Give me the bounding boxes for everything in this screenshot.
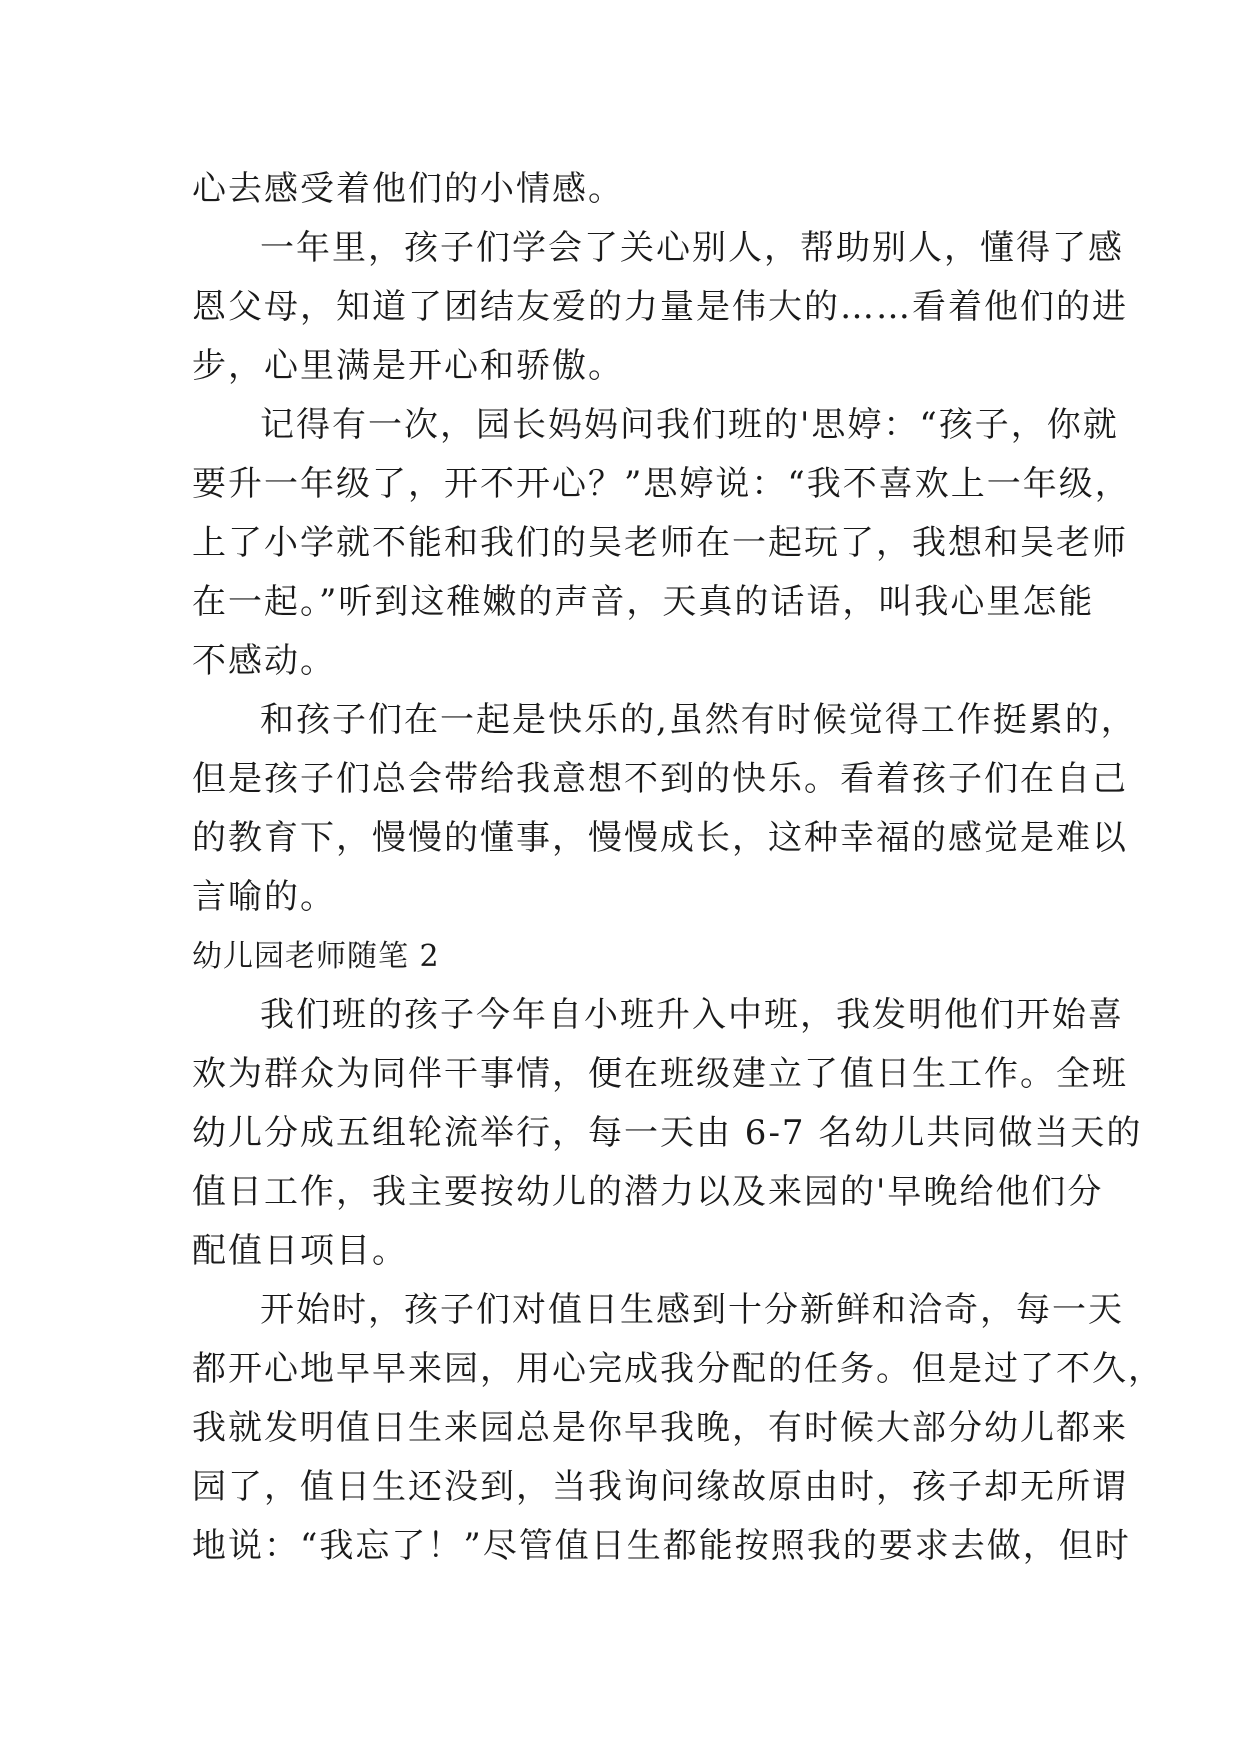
text-line: 欢为群众为同伴干事情，便在班级建立了值日生工作。全班 [192, 1054, 1128, 1094]
text-line: 不感动。 [192, 641, 336, 681]
text-line: 恩父母，知道了团结友爱的力量是伟大的……看着他们的进 [192, 287, 1128, 327]
text-line: 值日工作，我主要按幼儿的潜力以及来园的'早晚给他们分 [192, 1172, 1104, 1212]
paragraph [192, 219, 1128, 396]
paragraph [192, 986, 1143, 1281]
text-line: 言喻的。 [192, 877, 336, 917]
text-line: 记得有一次，园长妈妈问我们班的'思婷：“孩子，你就 [260, 405, 1119, 445]
text-line: 开始时，孩子们对值日生感到十分新鲜和洽奇，每一天 [260, 1290, 1124, 1330]
document-page [192, 160, 1164, 1576]
text-line: 地说：“我忘了！”尽管值日生都能按照我的要求去做，但时 [192, 1526, 1131, 1566]
section-heading [192, 927, 1060, 986]
text-line: 心去感受着他们的小情感。 [192, 169, 624, 209]
text-line: 我就发明值日生来园总是你早我晚，有时候大部分幼儿都来 [192, 1408, 1128, 1448]
heading-text: 幼儿园老师随笔 2 [192, 939, 440, 974]
text-line: 的教育下，慢慢的懂事，慢慢成长，这种幸福的感觉是难以 [192, 818, 1128, 858]
text-line: 步，心里满是开心和骄傲。 [192, 346, 624, 386]
text-line: 都开心地早早来园，用心完成我分配的任务。但是过了不久， [192, 1349, 1164, 1389]
paragraph [192, 396, 1131, 691]
text-line: 幼儿分成五组轮流举行，每一天由 6-7 名幼儿共同做当天的 [192, 1113, 1143, 1153]
paragraph [192, 691, 1137, 927]
text-line: 要升一年级了，开不开心？”思婷说：“我不喜欢上一年级， [192, 464, 1131, 504]
text-line: 我们班的孩子今年自小班升入中班，我发明他们开始喜 [260, 995, 1124, 1035]
text-line: 一年里，孩子们学会了关心别人，帮助别人，懂得了感 [260, 228, 1124, 268]
text-line: 上了小学就不能和我们的吴老师在一起玩了，我想和吴老师 [192, 523, 1128, 563]
text-line: 和孩子们在一起是快乐的,虽然有时候觉得工作挺累的， [260, 700, 1137, 740]
text-line: 在一起。”听到这稚嫩的声音，天真的话语，叫我心里怎能 [192, 582, 1095, 622]
text-line: 配值日项目。 [192, 1231, 408, 1271]
text-line: 园了，值日生还没到，当我询问缘故原由时，孩子却无所谓 [192, 1467, 1128, 1507]
paragraph [192, 1281, 1164, 1576]
text-line: 但是孩子们总会带给我意想不到的快乐。看着孩子们在自己 [192, 759, 1128, 799]
paragraph [192, 160, 1060, 219]
